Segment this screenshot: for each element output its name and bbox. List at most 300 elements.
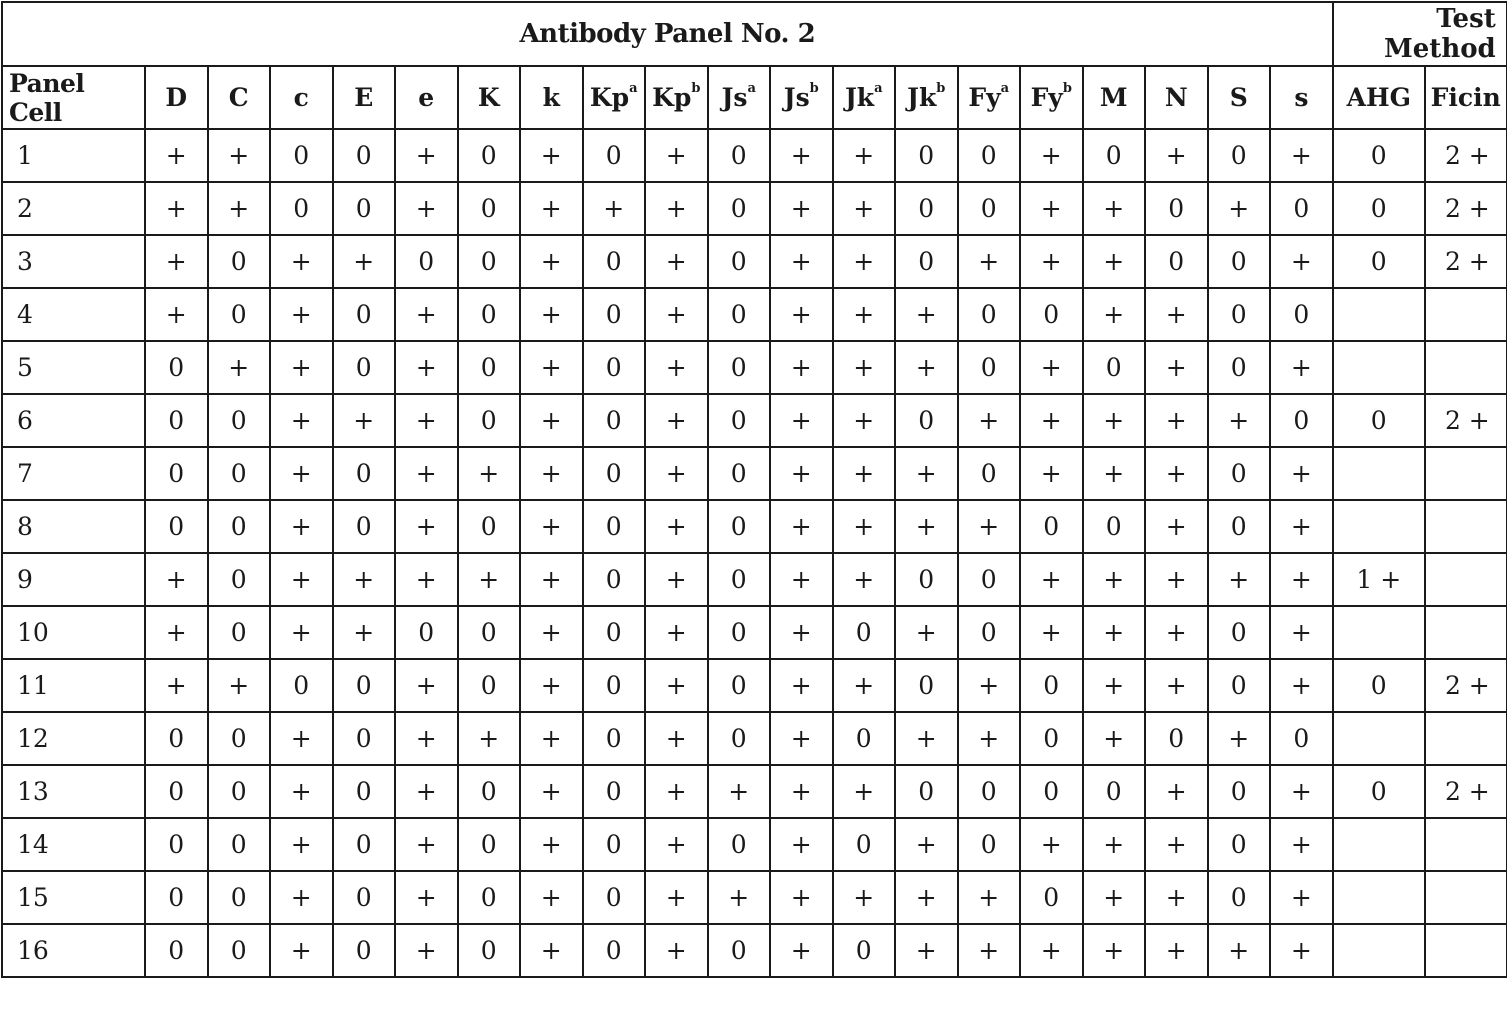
antigen-name: Jk [844, 83, 875, 112]
antigen-result-cell: 0 [395, 606, 458, 659]
antigen-result-cell: + [458, 447, 521, 500]
antigen-result-cell: + [1083, 235, 1146, 288]
antigen-result-cell: + [1083, 606, 1146, 659]
antigen-result-cell: + [520, 394, 583, 447]
antigen-result-cell: 0 [145, 818, 208, 871]
antigen-result-cell: 0 [1145, 235, 1208, 288]
antigen-result-cell: 0 [1208, 129, 1271, 182]
antigen-result-cell: 0 [208, 818, 271, 871]
antigen-name: Kp [589, 83, 630, 112]
antigen-result-cell: 0 [1145, 182, 1208, 235]
antigen-result-cell: + [1270, 500, 1333, 553]
antigen-result-cell: 0 [708, 129, 771, 182]
antigen-result-cell: + [520, 500, 583, 553]
antigen-result-cell: 0 [708, 341, 771, 394]
antigen-result-cell: + [1270, 129, 1333, 182]
antigen-result-cell: + [833, 500, 896, 553]
ahg-result-cell [1333, 818, 1425, 871]
antigen-result-cell: 0 [583, 394, 646, 447]
antigen-result-cell: + [520, 818, 583, 871]
antigen-result-cell: 0 [583, 659, 646, 712]
antigen-result-cell: + [1270, 871, 1333, 924]
antigen-result-cell: + [1083, 288, 1146, 341]
antigen-result-cell: 0 [958, 182, 1021, 235]
antigen-result-cell: + [895, 341, 958, 394]
antigen-result-cell: + [645, 606, 708, 659]
antigen-result-cell: + [270, 341, 333, 394]
antigen-result-cell: + [270, 394, 333, 447]
antigen-result-cell: + [395, 765, 458, 818]
antigen-result-cell: 0 [958, 341, 1021, 394]
antigen-result-cell: + [1208, 182, 1271, 235]
antigen-result-cell: 0 [458, 341, 521, 394]
antigen-result-cell: 0 [708, 235, 771, 288]
antigen-result-cell: + [645, 182, 708, 235]
column-header-antigen [645, 66, 708, 129]
antigen-result-cell: 0 [208, 924, 271, 977]
antigen-result-cell: + [520, 712, 583, 765]
antigen-result-cell: + [145, 288, 208, 341]
antigen-result-cell: + [770, 288, 833, 341]
antigen-result-cell: 0 [458, 765, 521, 818]
ficin-result-cell [1425, 447, 1507, 500]
antigen-result-cell: + [645, 553, 708, 606]
antigen-result-cell: + [833, 447, 896, 500]
antigen-result-cell: + [1145, 659, 1208, 712]
antigen-result-cell: 0 [458, 871, 521, 924]
ahg-result-cell [1333, 712, 1425, 765]
table-row [2, 500, 1507, 553]
antigen-result-cell: 0 [458, 182, 521, 235]
antigen-result-cell: 0 [708, 712, 771, 765]
antigen-result-cell: + [833, 341, 896, 394]
antigen-result-cell: + [270, 924, 333, 977]
table-row [2, 235, 1507, 288]
column-header-antigen [458, 66, 521, 129]
antigen-result-cell: 0 [958, 447, 1021, 500]
antigen-result-cell: + [1145, 394, 1208, 447]
antigen-result-cell: + [770, 129, 833, 182]
antigen-result-cell: 0 [583, 129, 646, 182]
antigen-result-cell: 0 [583, 288, 646, 341]
antigen-result-cell: 0 [1208, 500, 1271, 553]
antigen-result-cell: + [645, 659, 708, 712]
antigen-name: c [293, 83, 309, 112]
column-header-antigen [770, 66, 833, 129]
antigen-name: K [477, 83, 500, 112]
antigen-result-cell: 0 [1208, 659, 1271, 712]
antigen-result-cell: 0 [1020, 500, 1083, 553]
antigen-result-cell: + [520, 659, 583, 712]
antigen-result-cell: 0 [1020, 288, 1083, 341]
antigen-result-cell: 0 [583, 924, 646, 977]
antigen-result-cell: 0 [333, 182, 396, 235]
ficin-result-cell [1425, 712, 1507, 765]
antigen-result-cell: 0 [708, 394, 771, 447]
antigen-result-cell: + [1270, 553, 1333, 606]
antigen-result-cell: + [395, 129, 458, 182]
ahg-result-cell: 0 [1333, 765, 1425, 818]
antigen-result-cell: + [208, 341, 271, 394]
antigen-result-cell: + [1145, 871, 1208, 924]
column-header-antigen [895, 66, 958, 129]
column-header-method-ficin: Ficin [1425, 66, 1507, 129]
antigen-result-cell: + [770, 659, 833, 712]
antigen-result-cell: 0 [1208, 606, 1271, 659]
antigen-result-cell: + [145, 659, 208, 712]
antigen-result-cell: 0 [1208, 818, 1271, 871]
antigen-result-cell: + [270, 235, 333, 288]
antigen-result-cell: + [520, 235, 583, 288]
antigen-result-cell: 0 [708, 659, 771, 712]
antigen-result-cell: 0 [145, 447, 208, 500]
column-header-antigen [958, 66, 1021, 129]
ficin-result-cell [1425, 341, 1507, 394]
column-header-antigen [833, 66, 896, 129]
antigen-result-cell: + [395, 182, 458, 235]
antigen-result-cell: + [395, 818, 458, 871]
antigen-result-cell: + [270, 553, 333, 606]
antigen-result-cell: 0 [583, 871, 646, 924]
antigen-result-cell: + [770, 871, 833, 924]
antigen-result-cell: 0 [1208, 235, 1271, 288]
antigen-result-cell: 0 [1083, 500, 1146, 553]
antigen-result-cell: + [1020, 182, 1083, 235]
ficin-result-cell: 2 + [1425, 182, 1507, 235]
antigen-superscript: a [1000, 81, 1010, 96]
antigen-result-cell: 0 [583, 818, 646, 871]
antigen-result-cell: + [770, 341, 833, 394]
antigen-result-cell: 0 [270, 182, 333, 235]
antigen-result-cell: 0 [1083, 765, 1146, 818]
antigen-result-cell: + [208, 182, 271, 235]
table-row [2, 394, 1507, 447]
antigen-result-cell: + [520, 606, 583, 659]
antigen-result-cell: 0 [208, 553, 271, 606]
table-row [2, 712, 1507, 765]
antigen-result-cell: 0 [208, 447, 271, 500]
antigen-result-cell: + [458, 553, 521, 606]
ficin-result-cell [1425, 871, 1507, 924]
antigen-result-cell: 0 [708, 606, 771, 659]
panel-cell-number: 2 [2, 182, 145, 235]
antigen-result-cell: 0 [958, 606, 1021, 659]
column-header-antigen [145, 66, 208, 129]
table-row [2, 288, 1507, 341]
test-method-label: Test Method [1333, 2, 1507, 66]
antigen-result-cell: + [145, 182, 208, 235]
antigen-result-cell: 0 [1270, 288, 1333, 341]
antigen-result-cell: + [833, 182, 896, 235]
antigen-result-cell: 0 [1020, 871, 1083, 924]
antigen-result-cell: + [520, 129, 583, 182]
antigen-result-cell: + [1145, 553, 1208, 606]
antigen-result-cell: + [770, 606, 833, 659]
antigen-result-cell: + [770, 447, 833, 500]
antigen-result-cell: 0 [1145, 712, 1208, 765]
antigen-result-cell: + [895, 871, 958, 924]
antigen-result-cell: + [833, 659, 896, 712]
antigen-name: Js [783, 83, 810, 112]
table-row [2, 447, 1507, 500]
antigen-result-cell: + [270, 288, 333, 341]
antigen-result-cell: + [833, 765, 896, 818]
antigen-result-cell: + [708, 871, 771, 924]
antigen-name: D [165, 83, 188, 112]
table-row [2, 659, 1507, 712]
antigen-result-cell: + [708, 765, 771, 818]
antigen-result-cell: 0 [208, 765, 271, 818]
antigen-result-cell: + [395, 659, 458, 712]
antigen-result-cell: + [1208, 924, 1271, 977]
column-header-antigen [708, 66, 771, 129]
antigen-superscript: a [874, 81, 883, 96]
antigen-superscript: a [747, 81, 756, 96]
antigen-result-cell: 0 [208, 288, 271, 341]
antigen-result-cell: 0 [583, 500, 646, 553]
antigen-result-cell: 0 [333, 871, 396, 924]
ahg-result-cell [1333, 500, 1425, 553]
antigen-result-cell: + [1270, 447, 1333, 500]
antigen-result-cell: + [770, 235, 833, 288]
antigen-result-cell: 0 [458, 818, 521, 871]
antigen-result-cell: + [958, 924, 1021, 977]
antigen-result-cell: 0 [145, 500, 208, 553]
antigen-result-cell: + [1020, 606, 1083, 659]
antigen-result-cell: 0 [895, 235, 958, 288]
panel-cell-number: 5 [2, 341, 145, 394]
antigen-result-cell: + [645, 394, 708, 447]
antigen-result-cell: + [1083, 182, 1146, 235]
antigen-result-cell: + [895, 712, 958, 765]
table-row [2, 553, 1507, 606]
ficin-result-cell [1425, 606, 1507, 659]
antigen-result-cell: 0 [708, 818, 771, 871]
ahg-result-cell [1333, 341, 1425, 394]
panel-cell-number: 4 [2, 288, 145, 341]
ficin-result-cell: 2 + [1425, 235, 1507, 288]
antigen-result-cell: + [645, 341, 708, 394]
antigen-result-cell: 0 [208, 606, 271, 659]
antigen-result-cell: 0 [833, 712, 896, 765]
antigen-result-cell: 0 [458, 394, 521, 447]
antigen-result-cell: 0 [1270, 712, 1333, 765]
antigen-result-cell: + [395, 553, 458, 606]
antigen-result-cell: + [645, 235, 708, 288]
panel-cell-number: 9 [2, 553, 145, 606]
antigen-result-cell: + [145, 606, 208, 659]
column-header-antigen [395, 66, 458, 129]
antigen-result-cell: 0 [583, 712, 646, 765]
ahg-result-cell [1333, 924, 1425, 977]
antigen-name: Jk [907, 83, 937, 112]
antigen-result-cell: + [1145, 341, 1208, 394]
antigen-result-cell: + [1270, 235, 1333, 288]
column-header-method-ahg: AHG [1333, 66, 1425, 129]
antigen-result-cell: + [1083, 871, 1146, 924]
antigen-result-cell: + [395, 288, 458, 341]
antigen-name: Fy [1030, 83, 1063, 112]
antigen-result-cell: + [520, 765, 583, 818]
antigen-result-cell: + [1083, 394, 1146, 447]
table-row [2, 341, 1507, 394]
antigen-result-cell: 0 [583, 341, 646, 394]
antigen-result-cell: + [333, 606, 396, 659]
antigen-result-cell: 0 [833, 924, 896, 977]
antigen-result-cell: + [1083, 924, 1146, 977]
antigen-result-cell: 0 [583, 553, 646, 606]
column-header-antigen [1208, 66, 1271, 129]
column-header-antigen [208, 66, 271, 129]
panel-cell-number: 8 [2, 500, 145, 553]
antigen-result-cell: + [208, 129, 271, 182]
antigen-result-cell: 0 [145, 765, 208, 818]
antigen-result-cell: + [833, 871, 896, 924]
antigen-result-cell: 0 [145, 924, 208, 977]
ahg-result-cell [1333, 447, 1425, 500]
antigen-result-cell: + [1145, 447, 1208, 500]
antigen-result-cell: + [1270, 765, 1333, 818]
panel-cell-number: 13 [2, 765, 145, 818]
antigen-result-cell: + [770, 712, 833, 765]
antigen-name: S [1229, 83, 1248, 112]
column-header-antigen [520, 66, 583, 129]
ahg-result-cell: 0 [1333, 235, 1425, 288]
antigen-result-cell: 0 [333, 129, 396, 182]
antigen-result-cell: + [770, 924, 833, 977]
antigen-result-cell: 0 [270, 659, 333, 712]
antigen-result-cell: 0 [333, 447, 396, 500]
antigen-result-cell: 0 [145, 712, 208, 765]
antigen-result-cell: + [1145, 288, 1208, 341]
table-row [2, 606, 1507, 659]
antigen-result-cell: + [395, 712, 458, 765]
antigen-result-cell: 0 [1020, 712, 1083, 765]
antigen-name: C [228, 83, 249, 112]
antigen-result-cell: + [270, 871, 333, 924]
antibody-panel-table [1, 1, 1507, 978]
antigen-result-cell: 0 [145, 871, 208, 924]
column-header-antigen [1083, 66, 1146, 129]
antigen-result-cell: + [395, 500, 458, 553]
antigen-result-cell: 0 [270, 129, 333, 182]
antigen-result-cell: + [645, 288, 708, 341]
antigen-result-cell: + [833, 553, 896, 606]
ficin-result-cell: 2 + [1425, 394, 1507, 447]
antigen-result-cell: + [1020, 924, 1083, 977]
antigen-result-cell: + [770, 818, 833, 871]
antigen-result-cell: + [645, 871, 708, 924]
antigen-result-cell: + [833, 288, 896, 341]
antigen-result-cell: 0 [1208, 871, 1271, 924]
antigen-result-cell: + [645, 447, 708, 500]
antigen-result-cell: 0 [833, 606, 896, 659]
antigen-result-cell: + [645, 712, 708, 765]
antigen-result-cell: + [770, 765, 833, 818]
ficin-result-cell [1425, 818, 1507, 871]
antigen-result-cell: 0 [208, 500, 271, 553]
antigen-superscript: b [809, 81, 819, 96]
antigen-result-cell: + [895, 447, 958, 500]
antigen-result-cell: + [270, 818, 333, 871]
antigen-result-cell: 0 [833, 818, 896, 871]
column-header-antigen [583, 66, 646, 129]
antigen-result-cell: + [1083, 447, 1146, 500]
antigen-result-cell: + [395, 924, 458, 977]
antigen-result-cell: + [145, 129, 208, 182]
antigen-result-cell: + [1208, 394, 1271, 447]
ahg-result-cell: 0 [1333, 394, 1425, 447]
antigen-result-cell: 0 [333, 924, 396, 977]
antigen-result-cell: + [395, 394, 458, 447]
antigen-result-cell: 0 [1208, 447, 1271, 500]
antigen-result-cell: + [1083, 712, 1146, 765]
antigen-result-cell: 0 [708, 182, 771, 235]
antigen-result-cell: 0 [145, 341, 208, 394]
antigen-result-cell: 0 [333, 818, 396, 871]
ficin-result-cell [1425, 553, 1507, 606]
antigen-result-cell: 0 [708, 288, 771, 341]
panel-cell-number: 6 [2, 394, 145, 447]
antigen-name: M [1099, 83, 1128, 112]
antigen-name: k [542, 83, 560, 112]
panel-cell-number: 16 [2, 924, 145, 977]
antigen-result-cell: 0 [208, 394, 271, 447]
antigen-result-cell: 0 [1083, 341, 1146, 394]
antigen-name: Kp [652, 83, 692, 112]
antigen-result-cell: + [958, 235, 1021, 288]
antigen-result-cell: + [1020, 394, 1083, 447]
antigen-result-cell: 0 [708, 553, 771, 606]
antigen-result-cell: + [1270, 924, 1333, 977]
antigen-result-cell: + [645, 500, 708, 553]
antigen-result-cell: + [833, 394, 896, 447]
antigen-result-cell: 0 [208, 712, 271, 765]
table-row [2, 924, 1507, 977]
antigen-superscript: b [1062, 81, 1072, 96]
antigen-result-cell: + [645, 924, 708, 977]
antigen-result-cell: + [270, 606, 333, 659]
antigen-result-cell: + [1145, 606, 1208, 659]
ficin-result-cell: 2 + [1425, 129, 1507, 182]
ahg-result-cell [1333, 871, 1425, 924]
antigen-result-cell: 0 [458, 924, 521, 977]
antigen-name: E [354, 83, 374, 112]
antigen-result-cell: 0 [708, 924, 771, 977]
table-body [2, 129, 1507, 977]
antigen-result-cell: + [520, 447, 583, 500]
antigen-result-cell: 0 [458, 500, 521, 553]
antigen-result-cell: + [208, 659, 271, 712]
antigen-superscript: b [936, 81, 946, 96]
antigen-result-cell: + [270, 712, 333, 765]
panel-cell-number: 11 [2, 659, 145, 712]
antigen-result-cell: 0 [458, 235, 521, 288]
column-header-panel-cell: Panel Cell [2, 66, 145, 129]
antigen-name: s [1294, 83, 1309, 112]
antigen-result-cell: + [958, 659, 1021, 712]
antigen-result-cell: + [145, 235, 208, 288]
antigen-result-cell: + [1270, 818, 1333, 871]
antigen-result-cell: + [1145, 818, 1208, 871]
antigen-result-cell: 0 [895, 553, 958, 606]
antigen-result-cell: + [1208, 712, 1271, 765]
panel-cell-number: 12 [2, 712, 145, 765]
ficin-result-cell: 2 + [1425, 765, 1507, 818]
antigen-result-cell: 0 [583, 447, 646, 500]
column-header-antigen [333, 66, 396, 129]
antigen-result-cell: 0 [145, 394, 208, 447]
